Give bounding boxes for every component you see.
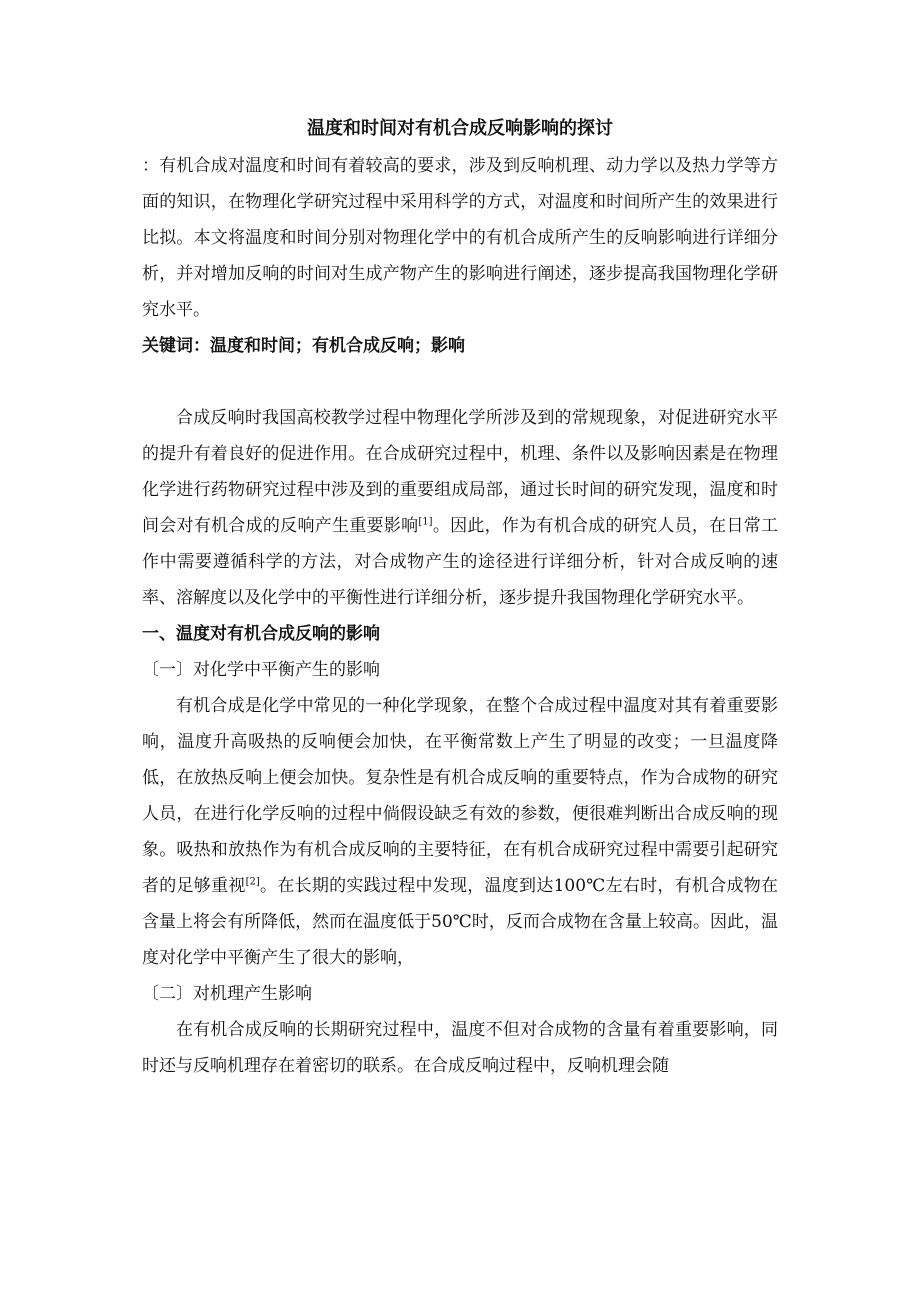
subsection-heading: 〔二〕对机理产生影响 bbox=[142, 984, 312, 1004]
section-heading: 一、温度对有机合成反响的影响 bbox=[142, 624, 380, 644]
blank-line bbox=[142, 364, 778, 400]
intro-text-part1: 合成反响时我国高校教学过程中物理化学所涉及到的常规现象，对促进研究水平的提升有着良好的促进作用。在合成研究过程中，机理、条件以及影响因素是在物理化学进行药物研究过程中涉及到的重要组成局部，通过长时间的研究发现，温度和时间会对有机合成的反响产生重要影响 bbox=[142, 408, 778, 536]
body-paragraph bbox=[142, 688, 778, 976]
body-text-part2: 。在长期的实践过程中发现，温度到达100℃左右时，有机合成物在含量上将会有所降低，然而在温度低于50℃时，反而合成物在含量上较高。因此，温度对化学中平衡产生了很大的影响， bbox=[142, 876, 778, 968]
document-page bbox=[142, 110, 778, 1084]
abstract-paragraph: ：有机合成对温度和时间有着较高的要求，涉及到反响机理、动力学以及热力学等方面的知识，在物理化学研究过程中采用科学的方式，对温度和时间所产生的效果进行比拟。本文将温度和时间分别对物理化学中的有机合成所产生的反响影响进行详细分析，并对增加反响的时间对生成产物产生的影响进行阐述，逐步提高我国物理化学研究水平。 bbox=[142, 156, 778, 320]
intro-text-part2: 。因此，作为有机合成的研究人员，在日常工作中需要遵循科学的方法，对合成物产生的途径进行详细分析，针对合成反响的速率、溶解度以及化学中的平衡性进行详细分析，逐步提升我国物理化学研究水平。 bbox=[142, 516, 779, 608]
subsection-heading: 〔一〕对化学中平衡产生的影响 bbox=[142, 660, 380, 680]
body-paragraph: 在有机合成反响的长期研究过程中，温度不但对合成物的含量有着重要影响，同时还与反响机理存在着密切的联系。在合成反响过程中，反响机理会随 bbox=[142, 1020, 778, 1076]
reference-marker: [1] bbox=[418, 516, 433, 528]
reference-marker: [2] bbox=[245, 876, 260, 888]
document-title: 温度和时间对有机合成反响影响的探讨 bbox=[307, 118, 613, 139]
intro-paragraph bbox=[142, 400, 778, 616]
body-text-part1: 有机合成是化学中常见的一种化学现象，在整个合成过程中温度对其有着重要影响，温度升高吸热的反响便会加快，在平衡常数上产生了明显的改变；一旦温度降低，在放热反响上便会加快。复杂性是有机合成反响的重要特点，作为合成物的研究人员，在进行化学反响的过程中倘假设缺乏有效的参数，便很难判断出合成反响的现象。吸热和放热作为有机合成反响的主要特征，在有机合成研究过程中需要引起研究者的足够重视 bbox=[142, 696, 778, 896]
keywords-line: 关键词：温度和时间；有机合成反响；影响 bbox=[142, 336, 465, 356]
